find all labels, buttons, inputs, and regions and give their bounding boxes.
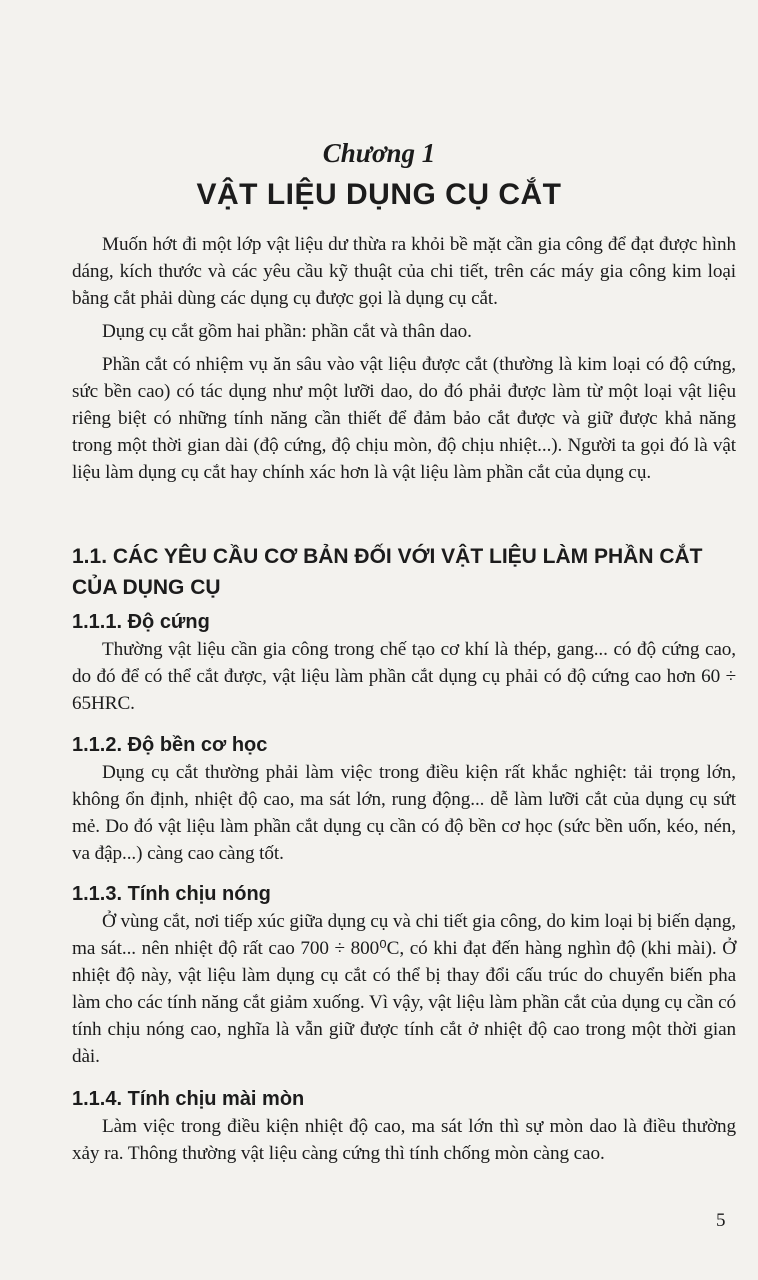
paragraph: Thường vật liệu cần gia công trong chế tạo cơ khí là thép, gang... có độ cứng cao, do đó để có thể cắt được, vật liệu làm phần cắt dụng cụ phải có độ cứng cao hơn 60 ÷ 65HRC. [72, 639, 736, 714]
paragraph: Ở vùng cắt, nơi tiếp xúc giữa dụng cụ và chi tiết gia công, do kim loại bị biến dạng, ma sát... nên nhiệt độ rất cao 700 ÷ 800⁰C, có khi đạt đến hàng nghìn độ (khi mài). Ở nhiệt độ này, vật liệu làm dụng cụ cắt có thể bị thay đổi cấu trúc do chuyển biến pha làm cho các tính năng cắt giảm xuống. Vì vậy, vật liệu làm phần cắt của dụng cụ cần có tính chịu nóng cao, nghĩa là vẫn giữ được tính cắt ở nhiệt độ cao trong một thời gian dài. [72, 911, 736, 1067]
paragraph: Muốn hớt đi một lớp vật liệu dư thừa ra khỏi bề mặt cần gia công để đạt được hình dáng, kích thước và các yêu cầu kỹ thuật của chi tiết, trên các máy gia công kim loại bằng cắt phải dùng các dụng cụ được gọi là dụng cụ cắt. [72, 234, 736, 309]
section-heading [72, 541, 736, 603]
paragraph: Dụng cụ cắt thường phải làm việc trong điều kiện rất khắc nghiệt: tải trọng lớn, không ổn định, nhiệt độ cao, ma sát lớn, rung động... dễ làm lưỡi cắt của dụng cụ sứt mẻ. Do đó vật liệu làm phần cắt dụng cụ cần có độ bền cơ học (sức bền uốn, kéo, nén, va đập...) càng cao càng tốt. [72, 762, 736, 864]
paragraph: Phần cắt có nhiệm vụ ăn sâu vào vật liệu được cắt (thường là kim loại có độ cứng, sức bền cao) có tác dụng như một lưỡi dao, do đó phải được làm từ một loại vật liệu riêng biệt có những tính năng cần thiết để đảm bảo cắt được và giữ được khả năng trong một thời gian dài (độ cứng, độ chịu mòn, độ chịu nhiệt...). Người ta gọi đó là vật liệu làm dụng cụ cắt hay chính xác hơn là vật liệu làm phần cắt của dụng cụ. [72, 354, 736, 483]
subsection-1 [72, 608, 736, 717]
subsection-title: 1.1.2. Độ bền cơ học [72, 734, 268, 756]
chapter-label: Chương 1 [322, 138, 436, 168]
section-title: 1.1. CÁC YÊU CẦU CƠ BẢN ĐỐI VỚI VẬT LIỆU LÀM PHẦN CẮT CỦA DỤNG CỤ [72, 545, 703, 599]
subsection-title: 1.1.4. Tính chịu mài mòn [72, 1088, 305, 1110]
subsection-title: 1.1.3. Tính chịu nóng [72, 883, 271, 905]
subsection-3 [72, 880, 736, 1070]
subsection-4 [72, 1085, 736, 1167]
paragraph: Dụng cụ cắt gồm hai phần: phần cắt và thân dao. [102, 321, 472, 342]
chapter-title: VẬT LIỆU DỤNG CỤ CẮT [196, 178, 562, 211]
paragraph: Làm việc trong điều kiện nhiệt độ cao, ma sát lớn thì sự mòn dao là điều thường xảy ra. Thông thường vật liệu càng cứng thì tính chống mòn càng cao. [72, 1116, 736, 1164]
intro-text [72, 231, 736, 486]
page-number: 5 [716, 1210, 726, 1231]
subsection-title: 1.1.1. Độ cứng [72, 611, 210, 633]
subsection-2 [72, 731, 736, 867]
